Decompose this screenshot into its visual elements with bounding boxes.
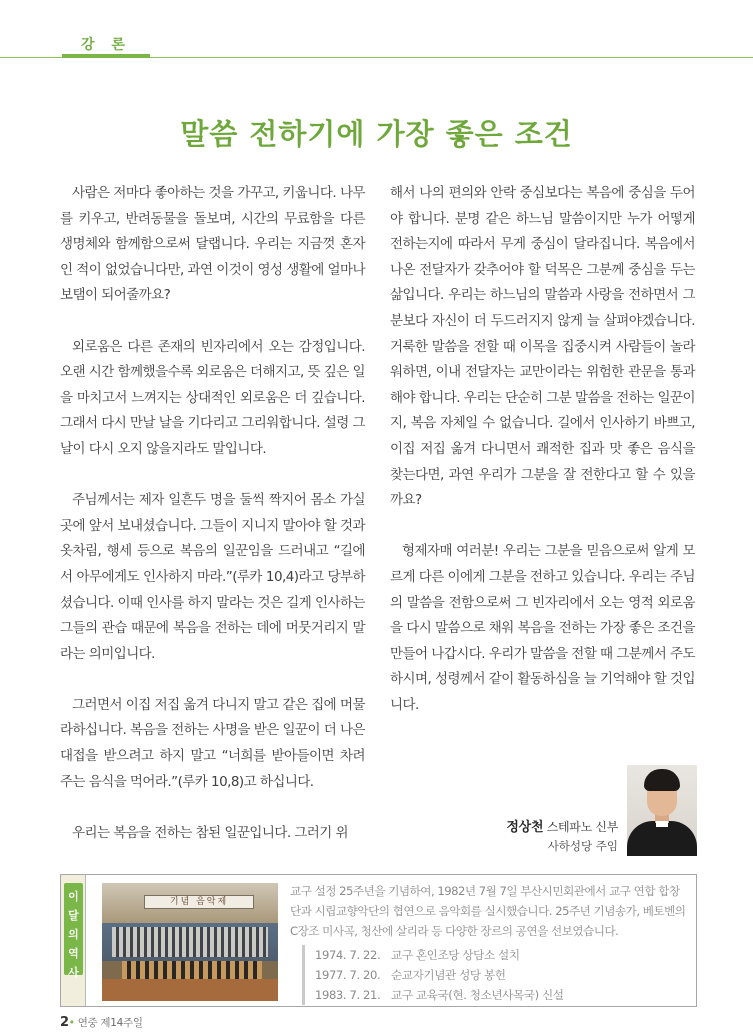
- author-byline: [470, 816, 618, 835]
- history-description: 교구 설정 25주년을 기념하여, 1982년 7월 7일 부산시민회관에서 교구 연합 합창단과 시립교향악단의 협연으로 음악회를 실시했습니다. 25주년 기념송가, 베토벤의 C장조 미사곡, 청산에 살리라 등 다양한 장르의 공연을 선보였습니다.: [290, 884, 686, 938]
- history-label: [61, 875, 86, 1006]
- history-events: [302, 945, 682, 1005]
- history-event: 1983. 7. 21. 교구 교육국(현. 청소년사목국) 신설: [315, 988, 564, 1002]
- bullet-dot: •: [68, 1017, 75, 1029]
- paragraph: 그러면서 이집 저집 옮겨 다니지 말고 같은 집에 머물라하십니다. 복음을 전하는 사명을 받은 일꾼이 더 나은 대접을 받으려고 하지 말고 “너희를 받아들이면 차려 주는 음식을 먹어라.”(루카 10,8)고 하십니다.: [60, 696, 365, 790]
- paragraph: 주님께서는 제자 일흔두 명을 둘씩 짝지어 몸소 가실 곳에 앞서 보내셨습니다. 그들이 지니지 말아야 할 것과 옷차림, 행세 등으로 복음의 일꾼임을 드러내고 “길에서 아무에게도 인사하지 마라.”(루카 10,4)라고 당부하셨습니다. 이때 인사를 하지 말라는 것은 길게 인사하는 그들의 관습 때문에 복음을 전하는 데에 머뭇거리지 말라는 의미입니다.: [60, 492, 365, 662]
- concert-photo: [102, 883, 278, 1001]
- author-photo: [627, 765, 697, 856]
- body-column-right: [390, 181, 695, 744]
- section-label: 강 론: [81, 37, 131, 53]
- paragraph: 해서 나의 편의와 안락 중심보다는 복음에 중심을 두어야 합니다. 분명 같은 하느님 말씀이지만 누가 어떻게 전하는지에 따라서 무게 중심이 달라집니다. 복음에서 나온 전달자가 갖추어야 할 덕목은 그분께 중심을 두는 삶입니다. 우리는 하느님의 말씀과 사랑을 전하면서 그분보다 자신이 더 두드러지지 않게 늘 살펴야겠습니다. 거룩한 말씀을 전할 때 이목을 집중시켜 사람들이 놀라워하면, 이내 전달자는 교만이라는 위험한 관문을 통과해야 합니다. 우리는 단순히 그분 말씀을 전하는 일꾼이지, 복음 자체일 수 없습니다. 길에서 인사하기 바쁘고, 이집 저집 옮겨 다니면서 쾌적한 집과 맛 좋은 음식을 찾는다면, 과연 우리가 그분을 잘 전한다고 할 수 있을까요?: [390, 185, 695, 509]
- history-event: 1974. 7. 22. 교구 혼인조당 상담소 설치: [315, 948, 520, 962]
- section-tab: [62, 30, 150, 58]
- paragraph: 우리는 복음을 전하는 참된 일꾼입니다. 그러기 위: [72, 824, 349, 841]
- author-name: 정상천: [506, 820, 544, 835]
- page-title: 말씀 전하기에 가장 좋은 조건: [180, 117, 573, 151]
- photo-banner: 기념 음악제: [144, 895, 254, 909]
- publication-issue: 연중 제14주일: [77, 1017, 143, 1029]
- history-label-text: 이 달 의 역 사: [68, 890, 79, 979]
- history-event: 1977. 7. 20. 순교자기념관 성당 봉헌: [315, 968, 506, 982]
- body-column-left: [60, 181, 365, 872]
- author-title: 스테파노 신부: [546, 820, 618, 834]
- page-number: 2: [60, 1015, 69, 1030]
- page-footer: [60, 1015, 143, 1030]
- paragraph: 외로움은 다른 존재의 빈자리에서 오는 감정입니다. 오랜 시간 함께했을수록 외로움은 더해지고, 뜻 깊은 일을 마치고서 느껴지는 상대적인 외로움은 더 깊습니다. 그래서 다시 만날 날을 기다리고 그리워합니다. 설령 그날이 다시 오지 않을지라도 말입니다.: [60, 338, 365, 457]
- paragraph: 형제자매 여러분! 우리는 그분을 믿음으로써 알게 모르게 다른 이에게 그분을 전하고 있습니다. 우리는 주님의 말씀을 전함으로써 그 빈자리에서 오는 영적 외로움을 다시 말씀으로 채워 복음을 전하는 가장 좋은 조건을 만들어 나갑시다. 우리가 말씀을 전할 때 그분께서 주도하시며, 성령께서 같이 활동하심을 늘 기억해야 할 것입니다.: [390, 543, 695, 713]
- paragraph: 사람은 저마다 좋아하는 것을 가꾸고, 키웁니다. 나무를 키우고, 반려동물을 돌보며, 시간의 무료함을 다른 생명체와 함께함으로써 달랩니다. 우리는 지금껏 혼자인 적이 없었습니다만, 과연 이것이 영성 생활에 얼마나 보탬이 되어줄까요?: [60, 185, 365, 304]
- history-box: [60, 874, 697, 1007]
- author-role: 사하성당 주임: [547, 839, 618, 853]
